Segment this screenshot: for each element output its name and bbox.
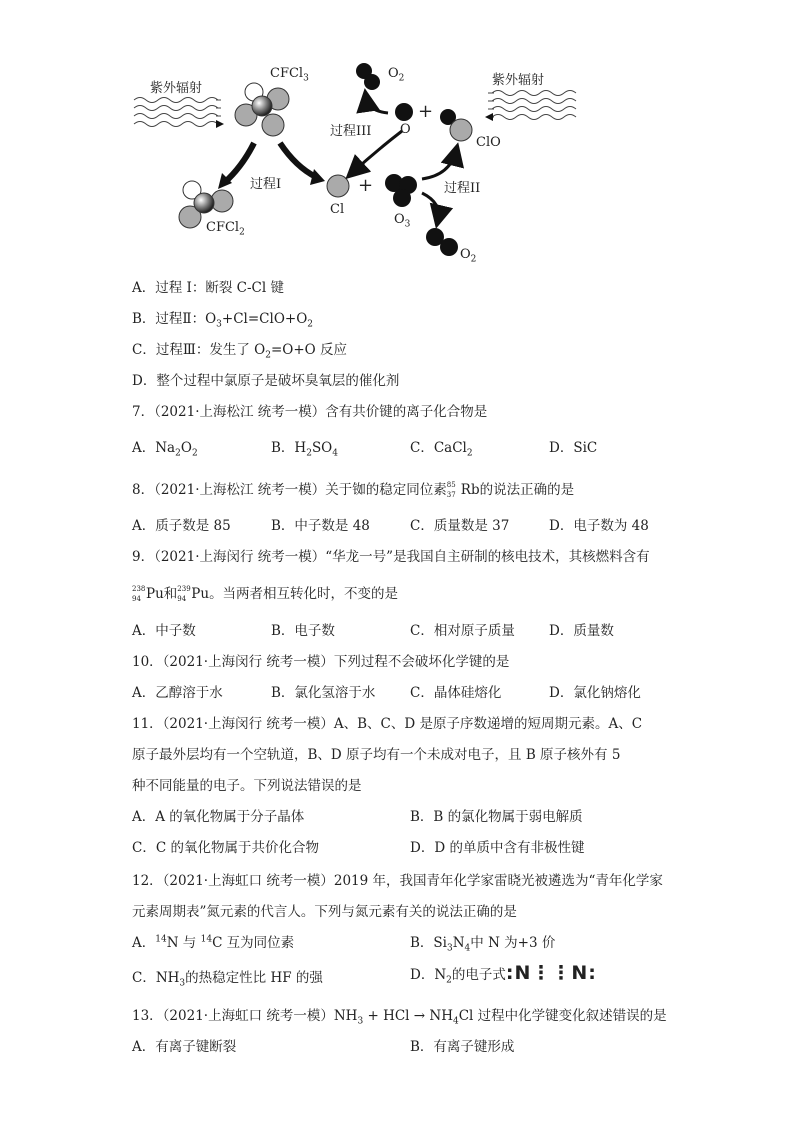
q10-option-a: A．乙醇溶于水 [132,685,223,701]
process1-label: 过程I [250,177,282,192]
q12-stem-2: 元素周期表”氮元素的代言人。下列与氮元素有关的说法正确的是 [132,904,517,920]
q9-stem-2: 238 94 Pu和 239 94 Pu。当两者相互转化时，不变的是 [132,584,399,603]
cl-atom [327,175,349,197]
q9-option-c: C．相对原子质量 [410,623,515,639]
q6-option-c: C．过程Ⅲ：发生了 $O_2=O+O$ 反应 [132,342,348,361]
q10-option-b: B．氯化氢溶于水 [271,685,376,701]
o-label: O [400,122,411,137]
q11-stem-2: 原子最外层均有一个空轨道，B、D 原子均有一个未成对电子，且 B 原子核外有 5 [132,747,621,763]
q7-stem: 7．（2021·上海松江 统考一模）含有共价键的离子化合物是 [132,404,488,420]
o2-bottom-molecule [426,228,458,256]
q11-stem-1: 11．（2021·上海闵行 统考一模）A、B、C、D 是原子序数递增的短周期元素。A、C [132,716,643,732]
q12-stem-1: 12．（2021·上海虹口 统考一模）2019 年，我国青年化学家雷晓光被遴选为“青年化学家 [132,873,663,889]
q7-option-d: D．SiC [549,440,598,456]
uv-waves-right [488,91,576,120]
q13-option-a: A．有离子键断裂 [132,1039,237,1055]
cfcl2-label: CFCl$_2$ [206,220,245,238]
n2-electron-formula: :N⋮⋮N: [505,962,597,984]
cfcl3-molecule [235,83,289,136]
cl-label: Cl [330,202,345,217]
clo-label: ClO [476,135,501,150]
o2-top-molecule [356,63,380,90]
process2-arrow-down [422,193,439,220]
q13-stem: 13．（2021·上海虹口 统考一模）$NH_3$ + HCl → $NH_4Cl$ 过程中化学键变化叙述错误的是 [132,1008,667,1027]
q10-stem: 10．（2021·上海闵行 统考一模）下列过程不会破坏化学键的是 [132,654,510,670]
q8-option-b: B．中子数是 48 [271,518,370,534]
q11-option-c: C．C 的氧化物属于共价化合物 [132,840,319,856]
q12-option-b: B．$Si_3N_4$中 N 为+3 价 [410,935,556,954]
q9-option-b: B．电子数 [271,623,335,639]
uv-waves-left [134,98,221,127]
process3-arrow-up [366,97,388,113]
q8-option-a: A．质子数是 85 [132,518,231,534]
q13-option-b: B．有离子键形成 [410,1039,515,1055]
process1-arrow-right [280,143,316,177]
plus-sign: + [418,101,434,122]
q6-option-a: A．过程 I：断裂 C-Cl 键 [132,280,284,296]
q10-option-c: C．晶体硅熔化 [410,685,502,701]
q11-option-d: D．D 的单质中含有非极性键 [410,840,585,856]
cfcl3-label: CFCl$_3$ [270,66,309,84]
uv-label-right: 紫外辐射 [492,73,545,88]
q9-option-a: A．中子数 [132,623,196,639]
ozone-depletion-diagram [120,55,680,270]
process3-label: 过程III [330,124,372,139]
process2-label: 过程II [444,181,481,196]
q8-stem: 8．（2021·上海松江 统考一模）关于铷的稳定同位素 85 37 Rb的说法正确的是 [132,480,575,499]
uv-label-left: 紫外辐射 [150,81,203,96]
q11-option-a: A．A 的氧化物属于分子晶体 [132,809,305,825]
q12-option-a: A．$^{14}$N 与 $^{14}$C 互为同位素 [132,934,295,951]
process2-arrow-up [422,151,456,179]
q6-option-d: D．整个过程中氯原子是破坏臭氧层的催化剂 [132,373,400,389]
q8-option-d: D．电子数为 48 [549,518,649,534]
q9-option-d: D．质量数 [549,623,614,639]
q8-option-c: C．质量数是 37 [410,518,510,534]
q12-option-d: D．$N_2$的电子式:N⋮⋮N: [410,962,597,986]
plus-sign: + [358,175,374,196]
q7-option-a: A．$Na_2O_2$ [132,440,198,459]
q9-stem: 9．（2021·上海闵行 统考一模）“华龙一号”是我国自主研制的核电技术，其核燃料含有 [132,549,650,565]
q7-option-b: B．$H_2SO_4$ [271,440,338,459]
q6-option-b: B．过程Ⅱ：$O_3+Cl=ClO+O_2$ [132,311,314,330]
o3-label: $O_3$ [394,212,411,230]
clo-molecule [440,109,472,141]
q7-option-c: C．CaCl$_2$ [410,440,473,459]
q12-option-c: C．$NH_3$的热稳定性比 HF 的强 [132,970,323,989]
o2-top-label: $O_2$ [388,66,405,84]
o-atom [395,103,413,121]
q10-option-d: D．氯化钠熔化 [549,685,641,701]
o3-molecule [385,174,417,207]
q11-option-b: B．B 的氯化物属于弱电解质 [410,809,583,825]
reaction-scheme [120,55,680,270]
q11-stem-3: 种不同能量的电子。下列说法错误的是 [132,778,362,794]
o2-bottom-label: $O_2$ [460,247,477,265]
